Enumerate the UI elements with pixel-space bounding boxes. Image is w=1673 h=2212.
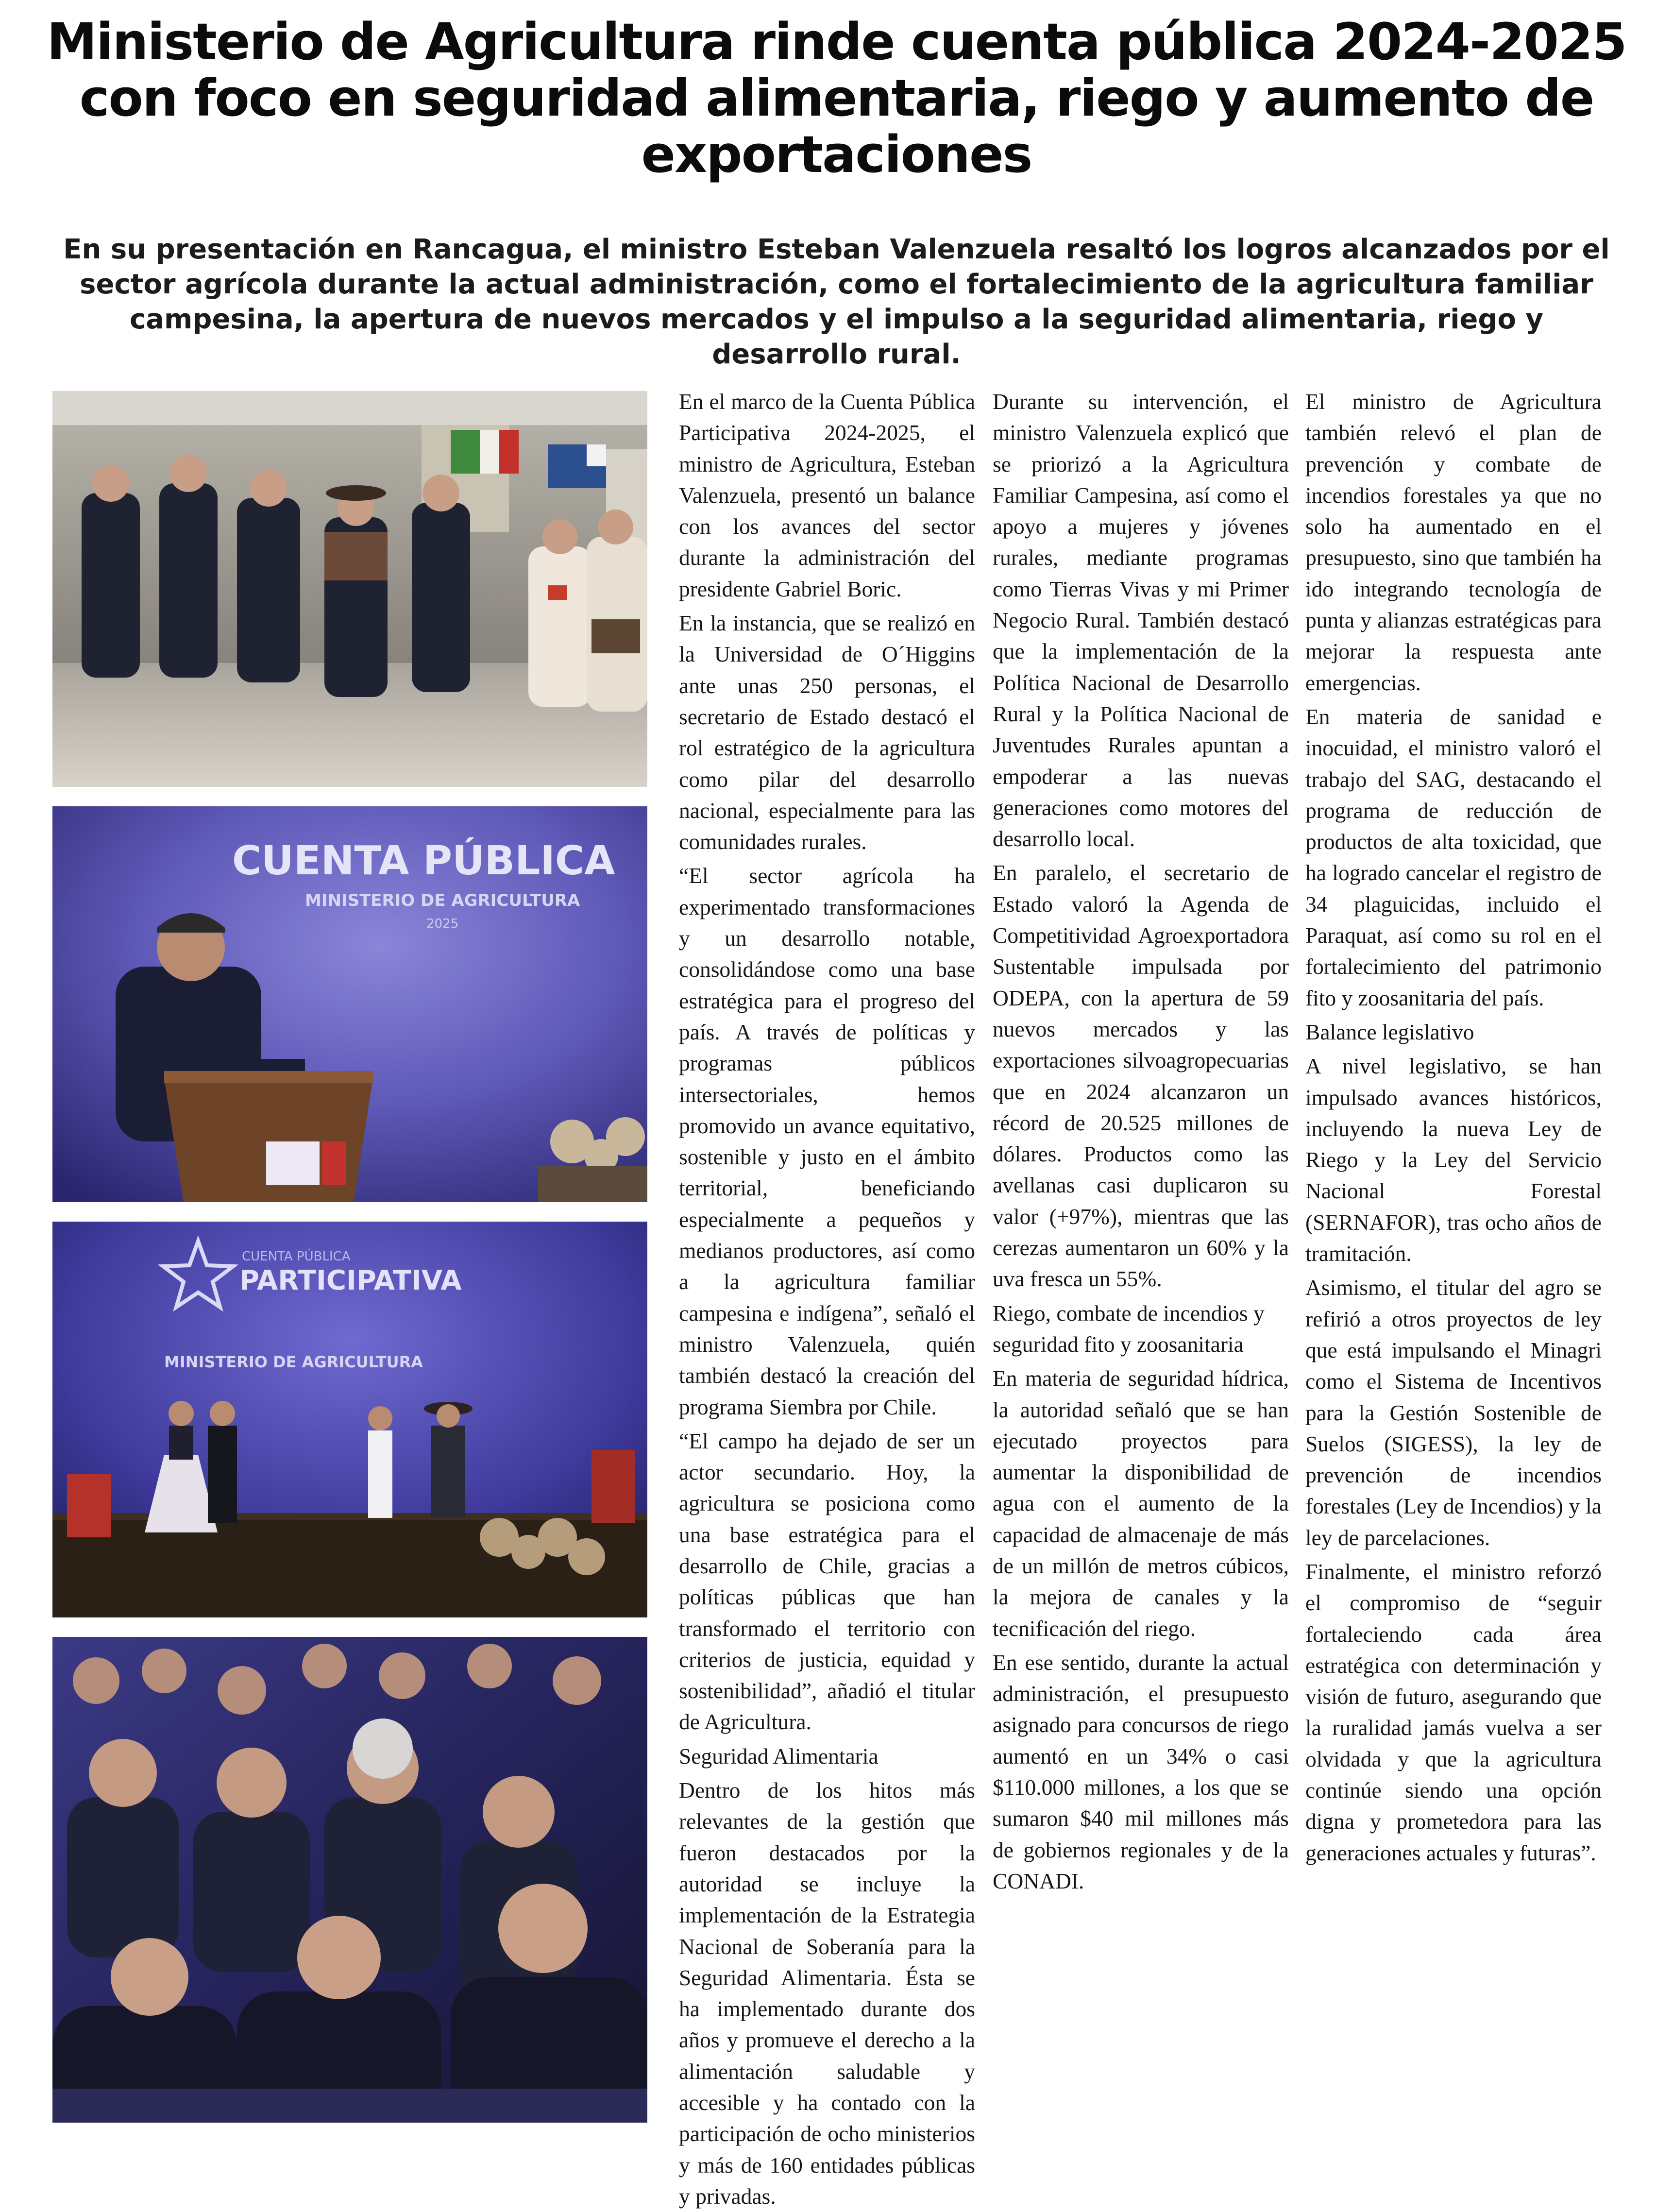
photo-group-attendees — [52, 391, 647, 787]
body-paragraph: “El campo ha dejado de ser un actor secundario. Hoy, la agricultura se posiciona como una base estratégica para el desarrollo de Chile, gracias a políticas públicas que han transformado el territorio con criterios de justicia, equidad y sostenibilidad”, añadió el titular de Agricultura. — [679, 1428, 975, 1735]
photo-minister-podium — [52, 806, 647, 1202]
section-subheading: Balance legislativo — [1305, 1019, 1474, 1044]
screen-year: 2025 — [426, 917, 459, 931]
screen-subtitle: MINISTERIO DE AGRICULTURA — [164, 1353, 423, 1371]
audience-photo-image — [52, 1637, 647, 2123]
podium-photo-image — [52, 806, 647, 1202]
body-paragraph: En ese sentido, durante la actual administración, el presupuesto asignado para concursos de riego aumentó en un 34% o casi $110.000 millones, a los que se sumaron $40 mil millones más de gobiernos regionales y de la CONADI. — [993, 1650, 1289, 1893]
text-column-3 — [1305, 386, 1602, 2135]
body-paragraph: En el marco de la Cuenta Pública Participativa 2024-2025, el ministro de Agricultura, Esteban Valenzuela, presentó un balance con los avances del sector durante la administración del presidente Gabriel Boric. — [679, 389, 975, 601]
body-paragraph: “El sector agrícola ha experimentado transformaciones y un desarrollo notable, consolidándose como una base estratégica para el progreso del país. A través de políticas y programas públicos intersectoriales, hemos promovido un avance equitativo, sostenible y justo en el ámbito territorial, beneficiando especialmente a pequeños y medianos productores, así como a la agricultura familiar campesina e indígena”, señaló el ministro Valenzuela, quién también destacó la creación del programa Siembra por Chile. — [679, 863, 975, 1419]
body-paragraph: El ministro de Agricultura también relevó el plan de prevención y combate de incendios forestales ya que no solo ha aumentado en el presupuesto, sino que también ha ido integrando tecnología de punta y alianzas estratégicas para mejorar la respuesta ante emergencias. — [1305, 389, 1602, 695]
body-paragraph: A nivel legislativo, se han impulsado avances históricos, incluyendo la nueva Ley de Riego y la Ley del Servicio Nacional Forestal (SERNAFOR), tras ocho años de tramitación. — [1305, 1054, 1602, 1266]
screen-title: PARTICIPATIVA — [239, 1265, 462, 1296]
photo-cueca-stage — [52, 1222, 647, 1617]
stage-photo-image — [52, 1222, 647, 1617]
body-paragraph: En la instancia, que se realizó en la Universidad de O´Higgins ante unas 250 personas, el secretario de Estado destacó el rol estratégico de la agricultura como pilar del desarrollo nacional, especialmente para las comunidades rurales. — [679, 611, 975, 854]
body-paragraph: Finalmente, el ministro reforzó el compromiso de “seguir fortaleciendo cada área estratégica con determinación y visión de futuro, asegurando que la ruralidad jamás vuelva a ser olvidada y que la agricultura continúe siendo una opción digna y prometedora para las generaciones actuales y futuras”. — [1305, 1559, 1602, 1865]
section-subheading: Riego, combate de incendios y seguridad fito y zoosanitaria — [993, 1300, 1265, 1357]
screen-title: CUENTA PÚBLICA — [232, 838, 615, 884]
section-subheading: Seguridad Alimentaria — [679, 1743, 879, 1769]
group-photo-image — [52, 391, 647, 787]
body-paragraph: En paralelo, el secretario de Estado valoró la Agenda de Competitividad Agroexportadora Sustentable impulsada por ODEPA, con la apertura de 59 nuevos mercados y las exportaciones silvoagropecuarias que en 2024 alcanzaron un récord de 20.525 millones de dólares. Productos como las avellanas casi duplicaron su valor (+97%), mientras que las cerezas aumentaron un 60% y la uva fresca un 55%. — [993, 860, 1289, 1292]
photo-audience — [52, 1637, 647, 2123]
headline: Ministerio de Agricultura rinde cuenta pública 2024-2025 con foco en seguridad alimentaria, riego y aumento de exportaciones — [47, 12, 1626, 184]
text-column-2 — [993, 386, 1289, 2135]
body-paragraph: Asimismo, el titular del agro se refirió a otros proyectos de ley que está impulsando el Minagri como el Sistema de Incentivos para la Gestión Sostenible de Suelos (SIGESS), la ley de prevención de incendios forestales (Ley de Incendios) y la ley de parcelaciones. — [1305, 1275, 1602, 1550]
screen-subtitle: MINISTERIO DE AGRICULTURA — [305, 891, 580, 910]
screen-title-small: CUENTA PÚBLICA — [242, 1249, 351, 1264]
body-paragraph: Durante su intervención, el ministro Valenzuela explicó que se priorizó a la Agricultura Familiar Campesina, así como el apoyo a mujeres y jóvenes rurales, mediante programas como Tierras Vivas y mi Primer Negocio Rural. También destacó que la implementación de la Política Nacional de Desarrollo Rural y la Política Nacional de Juventudes Rurales apuntan a empoderar a las nuevas generaciones como motores del desarrollo local. — [993, 389, 1289, 851]
lead-paragraph: En su presentación en Rancagua, el ministro Esteban Valenzuela resaltó los logros alcanzados por el sector agrícola durante la actual administración, como el fortalecimiento de la agricultura familiar campesina, la apertura de nuevos mercados y el impulso a la seguridad alimentaria, riego y desarrollo rural. — [63, 234, 1610, 370]
body-paragraph: En materia de sanidad e inocuidad, el ministro valoró el trabajo del SAG, destacando el programa de reducción de productos de alta toxicidad, que ha logrado cancelar el registro de 34 plaguicidas, incluido el Paraquat, así como su rol en el fortalecimiento del patrimonio fito y zoosanitaria del país. — [1305, 704, 1602, 1010]
body-paragraph: En materia de seguridad hídrica, la autoridad señaló que se han ejecutado proyectos para aumentar la disponibilidad de agua con el aumento de la capacidad de almacenaje de más de un millón de metros cúbicos, la mejora de canales y la tecnificación del riego. — [993, 1366, 1289, 1641]
body-paragraph: Dentro de los hitos más relevantes de la gestión que fueron destacados por la autoridad se incluye la implementación de la Estrategia Nacional de Soberanía para la Seguridad Alimentaria. Ésta se ha implementado durante dos años y promueve el derecho a la alimentación saludable y accesible y ha contado con la participación de ocho ministerios y más de 160 entidades públicas y privadas. — [679, 1778, 975, 2209]
text-column-1 — [679, 386, 975, 2209]
